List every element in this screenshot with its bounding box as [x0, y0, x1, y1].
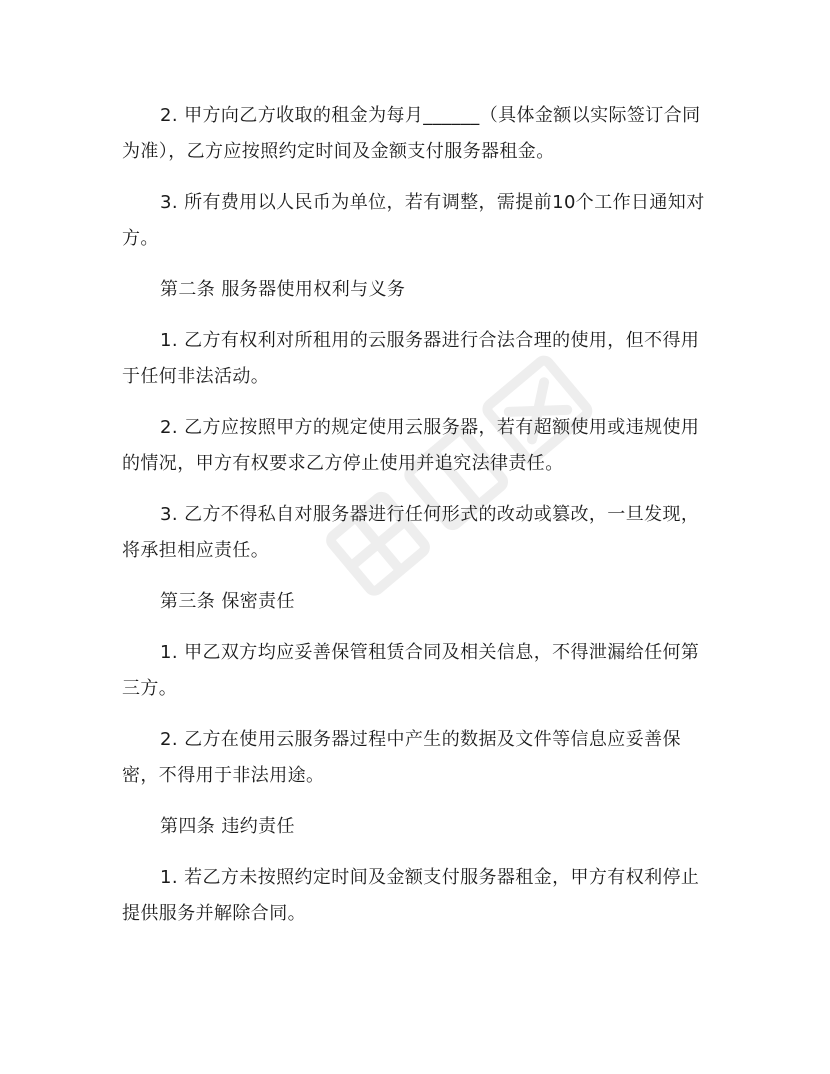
clause-breach-payment: 1. 若乙方未按照约定时间及金额支付服务器租金，甲方有权利停止提供服务并解除合同。 — [122, 867, 700, 924]
article-heading-2: 第二条 服务器使用权利与义务 — [160, 279, 406, 300]
article-heading-4: 第四条 违约责任 — [160, 816, 295, 837]
clause-usage-rules: 2. 乙方应按照甲方的规定使用云服务器，若有超额使用或违规使用的情况，甲方有权要求乙方停止使用并追究法律责任。 — [122, 417, 700, 474]
clause-confidential-contract: 1. 甲乙双方均应妥善保管租赁合同及相关信息，不得泄漏给任何第三方。 — [122, 642, 700, 699]
clause-usage-rights: 1. 乙方有权利对所租用的云服务器进行合法合理的使用，但不得用于任何非法活动。 — [122, 330, 700, 387]
clause-no-tampering: 3. 乙方不得私自对服务器进行任何形式的改动或篡改，一旦发现，将承担相应责任。 — [122, 504, 700, 561]
article-heading-3: 第三条 保密责任 — [160, 591, 295, 612]
document-body — [122, 98, 712, 947]
clause-currency: 3. 所有费用以人民币为单位，若有调整，需提前10个工作日通知对方。 — [122, 192, 705, 249]
clause-rent-amount: 2. 甲方向乙方收取的租金为每月______（具体金额以实际签订合同为准），乙方应按照约定时间及金额支付服务器租金。 — [122, 105, 701, 162]
clause-confidential-data: 2. 乙方在使用云服务器过程中产生的数据及文件等信息应妥善保密，不得用于非法用途。 — [122, 729, 681, 786]
